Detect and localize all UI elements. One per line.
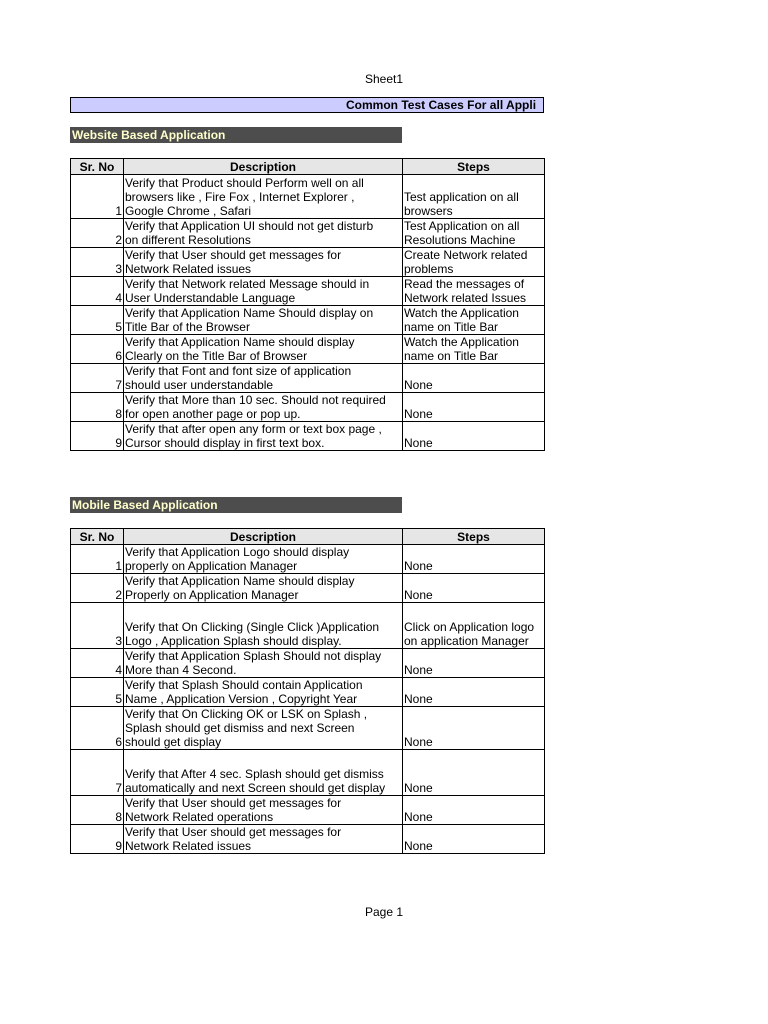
website-test-cases-table — [70, 158, 545, 451]
row-number: 2 — [71, 219, 124, 248]
row-steps: None — [403, 422, 545, 451]
row-number: 4 — [71, 649, 124, 678]
row-number: 1 — [71, 175, 124, 219]
row-number: 1 — [71, 545, 124, 574]
table-row — [71, 545, 545, 574]
row-number: 6 — [71, 335, 124, 364]
row-description: Verify that User should get messages for Network Related issues — [124, 248, 403, 277]
row-steps: None — [403, 796, 545, 825]
row-description: Verify that Application Name should display Properly on Application Manager — [124, 574, 403, 603]
row-number: 6 — [71, 707, 124, 750]
row-number: 8 — [71, 796, 124, 825]
row-steps: None — [403, 574, 545, 603]
table-row — [71, 277, 545, 306]
row-number: 3 — [71, 603, 124, 649]
row-steps: Test application on all browsers — [403, 175, 545, 219]
table-row — [71, 219, 545, 248]
column-header-steps: Steps — [403, 529, 545, 545]
row-steps: None — [403, 393, 545, 422]
mobile-section-header: Mobile Based Application — [70, 497, 402, 513]
column-header-description: Description — [124, 529, 403, 545]
row-number: 3 — [71, 248, 124, 277]
row-description: Verify that Network related Message should in User Understandable Language — [124, 277, 403, 306]
row-steps: None — [403, 545, 545, 574]
row-steps: None — [403, 649, 545, 678]
table-row — [71, 825, 545, 854]
row-number: 9 — [71, 825, 124, 854]
row-number: 7 — [71, 364, 124, 393]
row-description: Verify that User should get messages for Network Related operations — [124, 796, 403, 825]
row-steps: None — [403, 678, 545, 707]
row-steps: Click on Application logo on application Manager — [403, 603, 545, 649]
table-row — [71, 335, 545, 364]
table-row — [71, 393, 545, 422]
row-steps: Read the messages of Network related Issues — [403, 277, 545, 306]
table-row — [71, 175, 545, 219]
row-description: Verify that Product should Perform well on all browsers like , Fire Fox , Internet Explorer , Google Chrome , Safari — [124, 175, 403, 219]
website-section-header: Website Based Application — [70, 127, 402, 143]
table-header-row — [71, 159, 545, 175]
table-row — [71, 707, 545, 750]
row-description: Verify that Application Splash Should not display More than 4 Second. — [124, 649, 403, 678]
row-number: 9 — [71, 422, 124, 451]
row-description: Verify that after open any form or text box page , Cursor should display in first text box. — [124, 422, 403, 451]
table-header-row — [71, 529, 545, 545]
row-steps: None — [403, 364, 545, 393]
row-description: Verify that Application Logo should display properly on Application Manager — [124, 545, 403, 574]
table-row — [71, 796, 545, 825]
column-header-sr-no: Sr. No — [71, 529, 124, 545]
row-number: 5 — [71, 306, 124, 335]
table-row — [71, 574, 545, 603]
table-row — [71, 364, 545, 393]
row-description: Verify that On Clicking (Single Click )Application Logo , Application Splash should display. — [124, 603, 403, 649]
row-number: 2 — [71, 574, 124, 603]
row-steps: None — [403, 707, 545, 750]
table-row — [71, 248, 545, 277]
sheet-title: Sheet1 — [364, 72, 404, 86]
column-header-description: Description — [124, 159, 403, 175]
main-title-bar — [70, 97, 544, 113]
row-steps: None — [403, 750, 545, 796]
table-row — [71, 603, 545, 649]
mobile-test-cases-table — [70, 528, 545, 854]
table-row — [71, 422, 545, 451]
table-row — [71, 678, 545, 707]
table-row — [71, 649, 545, 678]
row-number: 8 — [71, 393, 124, 422]
row-description: Verify that After 4 sec. Splash should get dismiss automatically and next Screen should get display — [124, 750, 403, 796]
column-header-sr-no: Sr. No — [71, 159, 124, 175]
row-steps: Create Network related problems — [403, 248, 545, 277]
row-steps: Watch the Application name on Title Bar — [403, 335, 545, 364]
row-description: Verify that User should get messages for Network Related issues — [124, 825, 403, 854]
row-description: Verify that Application UI should not get disturb on different Resolutions — [124, 219, 403, 248]
row-number: 7 — [71, 750, 124, 796]
row-steps: Watch the Application name on Title Bar — [403, 306, 545, 335]
row-description: Verify that Splash Should contain Application Name , Application Version , Copyright Year — [124, 678, 403, 707]
row-description: Verify that Font and font size of application should user understandable — [124, 364, 403, 393]
row-steps: None — [403, 825, 545, 854]
table-row — [71, 750, 545, 796]
row-number: 5 — [71, 678, 124, 707]
row-number: 4 — [71, 277, 124, 306]
main-title: Common Test Cases For all Appli — [346, 98, 537, 112]
row-description: Verify that More than 10 sec. Should not required for open another page or pop up. — [124, 393, 403, 422]
page-footer: Page 1 — [364, 905, 404, 919]
row-description: Verify that On Clicking OK or LSK on Splash , Splash should get dismiss and next Screen should get display — [124, 707, 403, 750]
table-row — [71, 306, 545, 335]
column-header-steps: Steps — [403, 159, 545, 175]
row-steps: Test Application on all Resolutions Machine — [403, 219, 545, 248]
row-description: Verify that Application Name should display Clearly on the Title Bar of Browser — [124, 335, 403, 364]
row-description: Verify that Application Name Should display on Title Bar of the Browser — [124, 306, 403, 335]
